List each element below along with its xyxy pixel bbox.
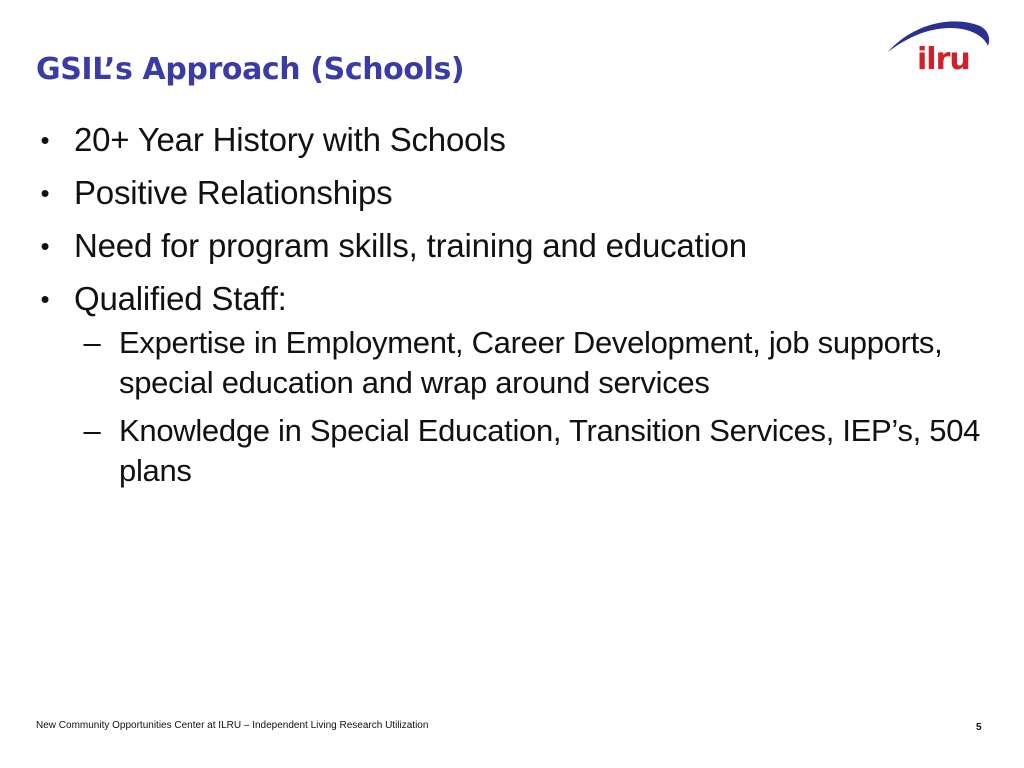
sub-bullet-marker: – <box>83 413 101 448</box>
slide-body <box>30 120 990 504</box>
bullet-text: Qualified Staff: <box>74 280 287 317</box>
slide-footer: New Community Opportunities Center at ILRU – Independent Living Research Utilization <box>36 720 429 731</box>
bullet-item <box>30 226 990 266</box>
bullet-list <box>30 120 990 491</box>
bullet-item <box>30 173 990 213</box>
bullet-marker: • <box>40 231 50 261</box>
bullet-text: Positive Relationships <box>74 174 393 211</box>
bullet-marker: • <box>40 284 50 314</box>
sub-bullet-text: Knowledge in Special Education, Transition Services, IEP’s, 504 plans <box>119 413 981 488</box>
sub-bullet-item <box>74 411 990 491</box>
bullet-marker: • <box>40 125 50 155</box>
sub-bullet-item <box>74 323 990 403</box>
page-number: 5 <box>976 722 982 733</box>
slide-title: GSIL’s Approach (Schools) <box>36 52 465 87</box>
bullet-text: 20+ Year History with Schools <box>74 121 506 158</box>
sub-bullet-list <box>74 323 990 491</box>
bullet-item <box>30 120 990 160</box>
sub-bullet-marker: – <box>83 325 101 360</box>
sub-bullet-text: Expertise in Employment, Career Development, job supports, special education and wrap around services <box>119 325 943 400</box>
bullet-marker: • <box>40 178 50 208</box>
bullet-text: Need for program skills, training and education <box>74 227 747 264</box>
logo-wordmark: ilru <box>917 42 970 76</box>
ilru-logo-icon <box>884 14 994 76</box>
bullet-item <box>30 279 990 491</box>
